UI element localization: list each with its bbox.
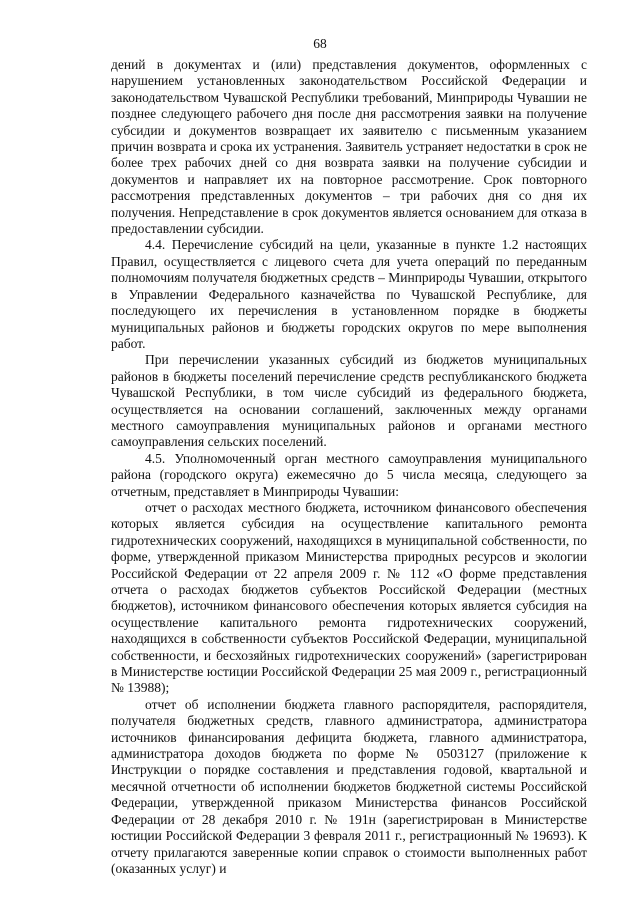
paragraph-continuation: дений в документах и (или) представления документов, оформленных с нарушением установленных законодательством Российской Федерации и законодательством Чувашской Республики требований, Минприроды Чувашии не позднее следующего рабочего дня после дня рассмотрения заявки на получение субсидии и документов возвращает их заявителю с письменным указанием причин возврата и срока их устранения. Заявитель устраняет недостатки в срок не более трех рабочих дней со дня возврата заявки на получение субсидии и документов и направляет их на повторное рассмотрение. Срок повторного рассмотрения представленных документов – три рабочих дня со дня их получения. Непредставление в срок документов является основанием для отказа в предоставлении субсидии. bbox=[111, 57, 587, 237]
page-number: 68 bbox=[313, 36, 327, 51]
paragraph-expense-report: отчет о расходах местного бюджета, источником финансового обеспечения которых является субсидия на осуществление капитального ремонта гидротехнических сооружений, находящихся в муниципальной собственности, по форме, утвержденной приказом Министерства природных ресурсов и экологии Российской Федерации от 22 апреля 2009 г. № 112 «О форме представления отчета о расходах бюджетов субъектов Российской Федерации (местных бюджетов), источником финансового обеспечения которых является субсидия на осуществление капитального ремонта гидротехнических сооружений, находящихся в собственности субъектов Российской Федерации, муниципальной собственности, и бесхозяйных гидротехнических сооружений» (зарегистрирован в Министерстве юстиции Российской Федерации 25 мая 2009 г., регистрационный № 13988); bbox=[111, 499, 587, 696]
paragraph-transfer-to-settlements: При перечислении указанных субсидий из бюджетов муниципальных районов в бюджеты поселений перечисление средств республиканского бюджета Чувашской Республики, в том числе субсидий из федерального бюджета, осуществляется на основании соглашений, заключенных между органами местного самоуправления муниципальных районов и органами местного самоуправления сельских поселений. bbox=[111, 352, 587, 450]
paragraph-4-4: 4.4. Перечисление субсидий на цели, указанные в пункте 1.2 настоящих Правил, осуществляется с лицевого счета для учета операций по переданным полномочиям получателя бюджетных средств – Минприроды Чувашии, открытого в Управлении Федерального казначейства по Чувашской Республике, для последующего их перечисления в установленном порядке в бюджеты муниципальных районов и бюджеты городских округов по мере выполнения работ. bbox=[111, 237, 587, 351]
document-body bbox=[111, 57, 587, 877]
paragraph-budget-execution-report: отчет об исполнении бюджета главного распорядителя, распорядителя, получателя бюджетных средств, главного администратора, администратора источников финансирования дефицита бюджета, главного администратора, администратора доходов бюджета по форме № 0503127 (приложение к Инструкции о порядке составления и представления годовой, квартальной и месячной отчетности об исполнении бюджетов бюджетной системы Российской Федерации, утвержденной приказом Министерства финансов Российской Федерации от 28 декабря 2010 г. № 191н (зарегистрирован в Министерстве юстиции Российской Федерации 3 февраля 2011 г., регистрационный № 19693). К отчету прилагаются заверенные копии справок о стоимости выполненных работ (оказанных услуг) и bbox=[111, 696, 587, 876]
paragraph-4-5: 4.5. Уполномоченный орган местного самоуправления муниципального района (городского округа) ежемесячно до 5 числа месяца, следующего за отчетным, представляет в Минприроды Чувашии: bbox=[111, 450, 587, 499]
